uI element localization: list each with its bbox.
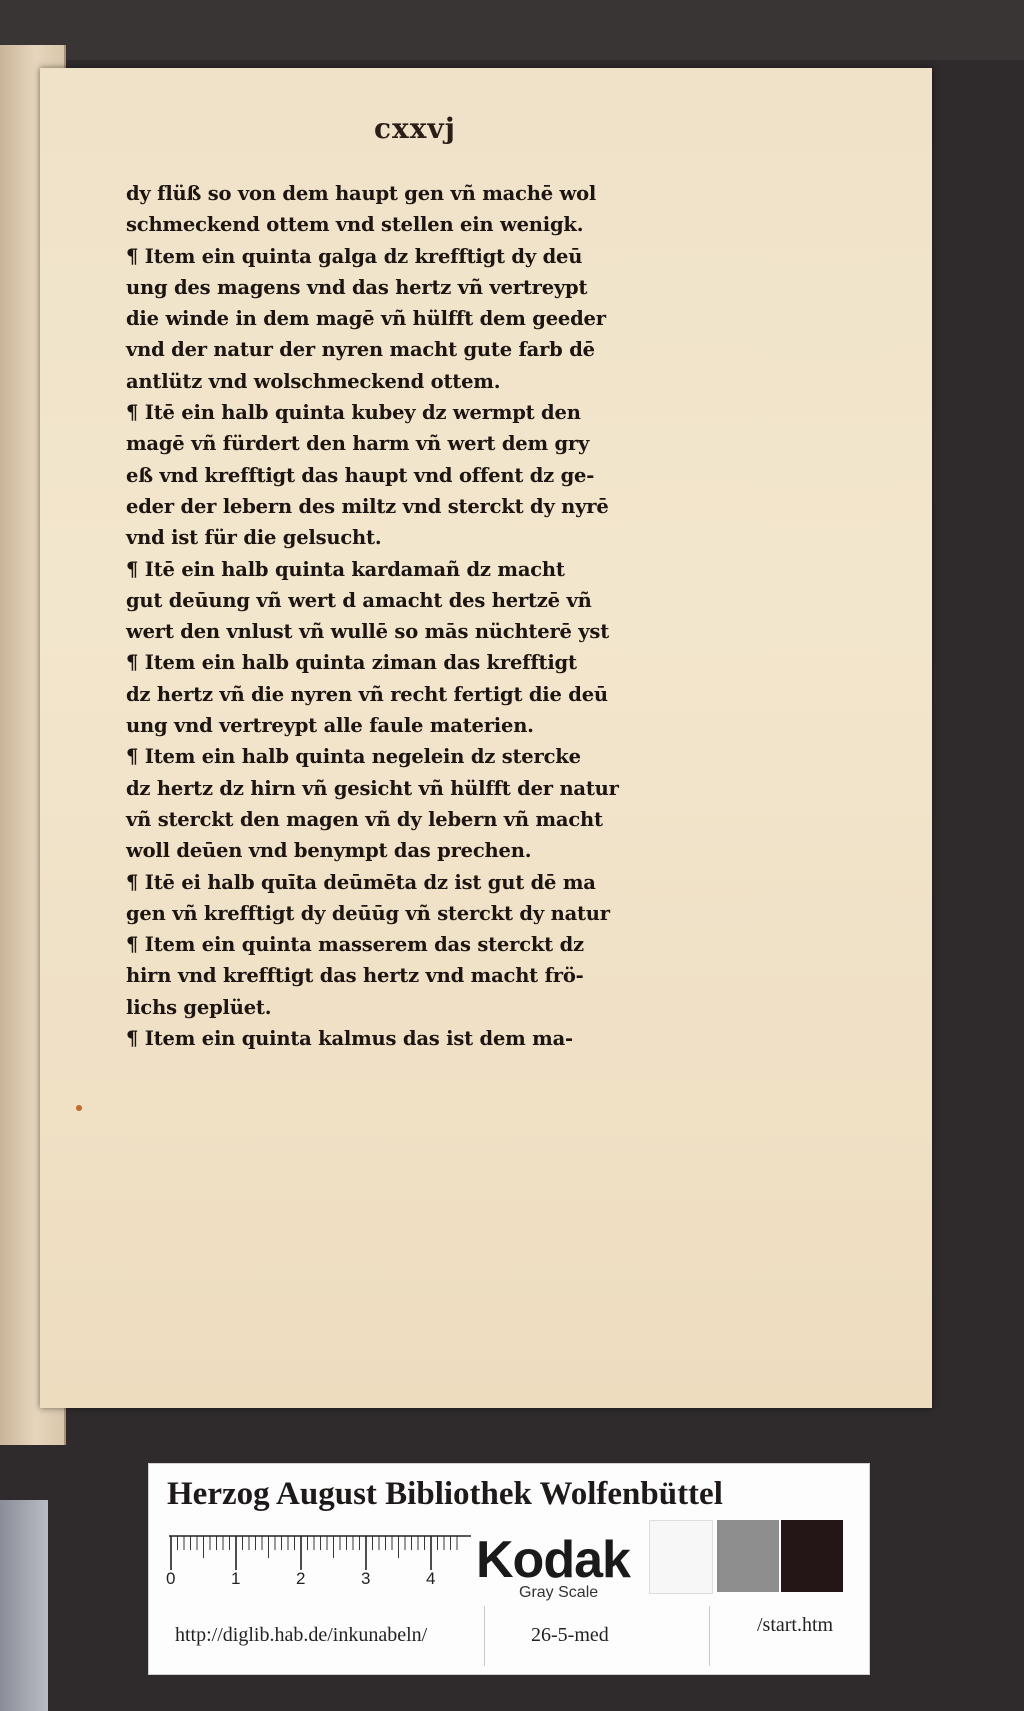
text-line: ung des magens vnd das hertz vñ vertreypt — [126, 275, 588, 299]
text-line: eß vnd krefftigt das haupt vnd offent dz ge- — [126, 463, 595, 487]
separator — [709, 1606, 710, 1666]
text-line: ¶ Item ein halb quinta ziman das krefftigt — [126, 651, 577, 675]
ruler-number: 3 — [361, 1569, 371, 1588]
ruler-number: 4 — [426, 1569, 436, 1588]
text-line: ¶ Itē ein halb quinta kardamañ dz macht — [126, 557, 565, 581]
kodak-logo: Kodak — [476, 1531, 630, 1589]
separator — [484, 1606, 485, 1666]
ruler-number: 2 — [296, 1569, 306, 1588]
ruler-scale — [166, 1534, 471, 1588]
text-line: wert den vnlust vñ wullē so mās nüchterē yst — [126, 620, 610, 644]
scan-background — [0, 0, 1024, 60]
ruler-number: 0 — [166, 1569, 176, 1588]
text-line: vñ sterckt den magen vñ dy lebern vñ macht — [126, 807, 603, 831]
ink-spot — [76, 1105, 82, 1111]
text-line: ¶ Item ein halb quinta negelein dz stercke — [126, 745, 581, 769]
text-line: ¶ Item ein quinta kalmus das ist dem ma- — [126, 1027, 573, 1051]
start-link: /start.htm — [757, 1614, 834, 1636]
text-line: ¶ Item ein quinta masserem das sterckt dz — [126, 933, 584, 957]
folio-number: cxxvj — [374, 112, 456, 145]
text-line: eder der lebern des miltz vnd sterckt dy nyrē — [126, 494, 609, 518]
text-line: dy flüß so von dem haupt gen vñ machē wol — [126, 182, 597, 205]
white-patch — [649, 1520, 713, 1594]
color-target-card — [148, 1463, 870, 1675]
library-name: Herzog August Bibliothek Wolfenbüttel — [167, 1476, 723, 1512]
source-url: http://diglib.hab.de/inkunabeln/ — [175, 1624, 428, 1646]
text-line: antlütz vnd wolschmeckend ottem. — [126, 369, 501, 393]
gray-patch — [717, 1520, 779, 1592]
text-line: ¶ Itē ei halb quīta deūmēta dz ist gut dē ma — [126, 870, 596, 894]
text-line: ¶ Itē ein halb quinta kubey dz wermpt den — [126, 401, 581, 425]
page-text — [126, 178, 686, 1054]
ruler-number: 1 — [231, 1569, 241, 1588]
text-line: vnd der natur der nyren macht gute farb dē — [126, 338, 595, 362]
text-line: gen vñ krefftigt dy deūūg vñ sterckt dy natur — [126, 901, 610, 925]
text-line: dz hertz dz hirn vñ gesicht vñ hülfft der natur — [126, 776, 619, 800]
text-line: ung vnd vertreypt alle faule materien. — [126, 714, 534, 738]
text-line: dz hertz vñ die nyren vñ recht fertigt die deū — [126, 682, 608, 706]
text-line: magē vñ fürdert den harm vñ wert dem gry — [126, 432, 590, 456]
text-line: hirn vnd krefftigt das hertz vnd macht frö- — [126, 964, 584, 988]
text-line: woll deūen vnd benympt das prechen. — [126, 839, 532, 863]
binding-edge — [0, 1500, 48, 1711]
gray-scale-label: Gray Scale — [519, 1584, 599, 1601]
text-line: lichs geplüet. — [126, 995, 272, 1019]
text-line: die winde in dem magē vñ hülfft dem geeder — [126, 307, 606, 331]
text-line: ¶ Item ein quinta galga dz krefftigt dy deū — [126, 244, 583, 268]
text-line: schmeckend ottem vnd stellen ein wenigk. — [126, 213, 584, 237]
text-line: gut deūung vñ wert d amacht des hertzē vñ — [126, 588, 592, 612]
text-line: vnd ist für die gelsucht. — [126, 526, 382, 550]
black-patch — [781, 1520, 843, 1592]
shelfmark: 26-5-med — [531, 1624, 609, 1646]
